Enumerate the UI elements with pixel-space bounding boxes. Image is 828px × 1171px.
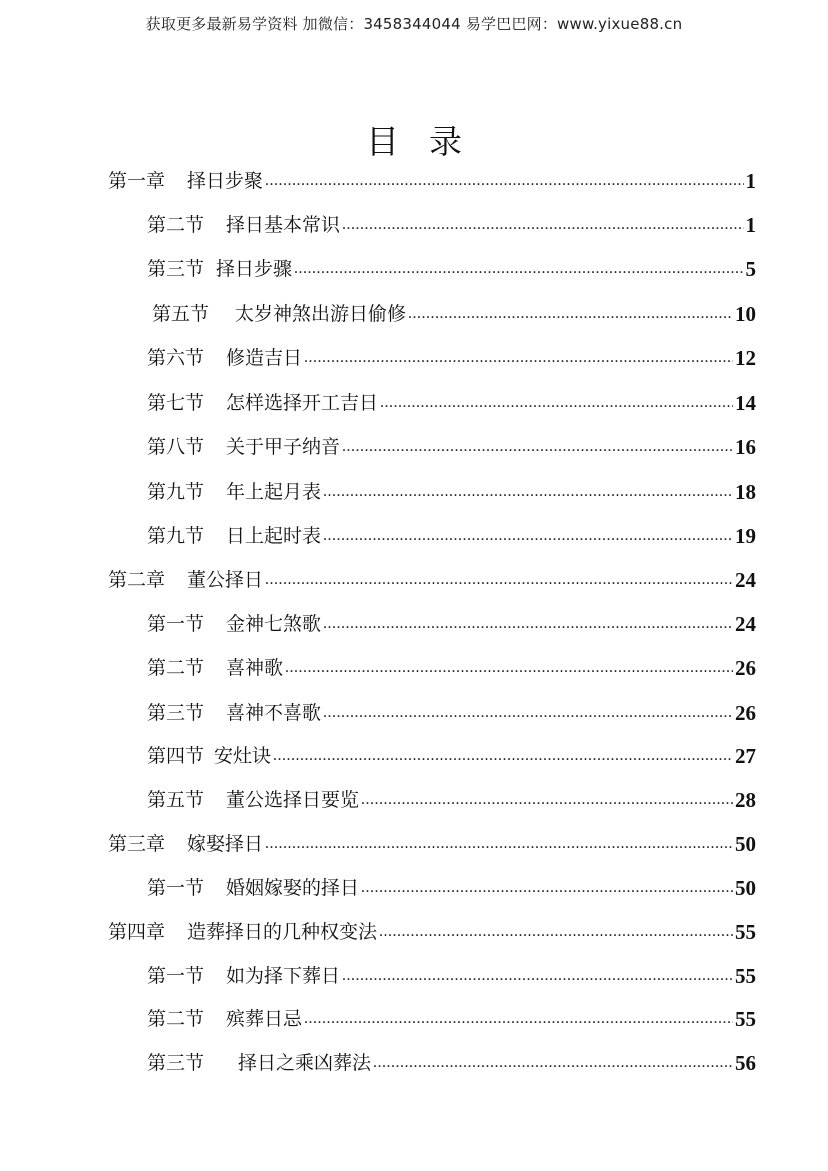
entry-title: 嫁娶择日 [187,833,264,855]
section-number: 第三节 [147,1052,205,1074]
page-number: 56 [735,1051,756,1075]
page-number: 16 [735,435,756,459]
entry-title: 董公择日 [187,569,264,591]
toc-section-entry[interactable] [147,961,756,991]
section-number: 第二节 [147,657,205,679]
section-number: 第一节 [147,877,205,899]
dot-leader [304,343,733,373]
page-number: 55 [735,920,756,944]
entry-title: 如为择下葬日 [226,965,341,987]
source-banner: 获取更多最新易学资料 加微信：3458344044 易学巴巴网：www.yixue88.cn [145,15,683,33]
toc-chapter-entry[interactable] [108,565,756,595]
entry-title: 喜神歌 [226,657,284,679]
entry-title: 婚姻嫁娶的择日 [226,877,360,899]
dot-leader [342,210,743,240]
page-number: 19 [735,524,756,548]
toc-chapter-entry[interactable] [108,829,756,859]
section-number: 第二节 [147,214,205,236]
entry-title: 关于甲子纳音 [226,436,341,458]
toc-section-entry[interactable] [147,785,756,815]
section-number: 第三节 [147,258,205,280]
toc-chapter-entry[interactable] [108,166,756,196]
dot-leader [379,917,733,947]
page-number: 1 [745,213,756,237]
entry-title: 金神七煞歌 [226,613,322,635]
dot-leader [323,698,733,728]
entry-title: 择日之乘凶葬法 [238,1052,372,1074]
toc-section-entry[interactable] [147,343,756,373]
page-number: 24 [735,612,756,636]
dot-leader [342,432,733,462]
section-number: 第五节 [147,789,205,811]
toc-section-entry[interactable] [147,210,756,240]
toc-section-entry[interactable] [147,432,756,462]
page-number: 24 [735,568,756,592]
section-number: 第八节 [147,436,205,458]
section-number: 第四节 [147,745,205,767]
section-number: 第二节 [147,1008,205,1030]
dot-leader [273,741,733,771]
page-number: 27 [735,744,756,768]
page-number: 12 [735,346,756,370]
page-number: 28 [735,788,756,812]
dot-leader [285,653,733,683]
page-number: 5 [745,257,756,281]
entry-title: 年上起月表 [226,481,322,503]
dot-leader [380,388,733,418]
section-number: 第五节 [152,303,210,325]
dot-leader [361,785,733,815]
section-number: 第一节 [147,613,205,635]
toc-section-entry[interactable] [147,653,756,683]
entry-title: 太岁神煞出游日偷修 [235,303,407,325]
entry-title: 殡葬日忌 [226,1008,303,1030]
section-number: 第三节 [147,702,205,724]
toc-section-entry[interactable] [147,388,756,418]
page-number: 26 [735,701,756,725]
entry-title: 董公选择日要览 [226,789,360,811]
dot-leader [408,299,733,329]
dot-leader [265,829,733,859]
toc-section-entry[interactable] [147,698,756,728]
dot-leader [294,254,743,284]
entry-title: 日上起时表 [226,525,322,547]
toc-section-entry[interactable] [147,1004,756,1034]
dot-leader [304,1004,733,1034]
dot-leader [373,1048,733,1078]
section-number: 第七节 [147,392,205,414]
entry-title: 造葬择日的几种权变法 [187,921,378,943]
toc-section-entry[interactable] [147,521,756,551]
dot-leader [323,477,733,507]
toc-section-entry[interactable] [152,299,756,329]
entry-title: 择日基本常识 [226,214,341,236]
page-number: 18 [735,480,756,504]
page-number: 55 [735,1007,756,1031]
section-number: 第一节 [147,965,205,987]
dot-leader [342,961,733,991]
entry-title: 择日步骤 [216,258,293,280]
page-number: 14 [735,391,756,415]
page-title: 目录 [366,122,492,161]
dot-leader [323,521,733,551]
toc-section-entry[interactable] [147,741,756,771]
page-number: 10 [735,302,756,326]
entry-title: 择日步聚 [187,170,264,192]
entry-title: 喜神不喜歌 [226,702,322,724]
dot-leader [265,565,733,595]
chapter-number: 第一章 [108,170,166,192]
chapter-number: 第二章 [108,569,166,591]
chapter-number: 第四章 [108,921,166,943]
dot-leader [265,166,743,196]
section-number: 第九节 [147,525,205,547]
entry-title: 修造吉日 [226,347,303,369]
toc-section-entry[interactable] [147,254,756,284]
page-number: 50 [735,832,756,856]
section-number: 第六节 [147,347,205,369]
page-number: 50 [735,876,756,900]
page-number: 1 [745,169,756,193]
dot-leader [361,873,733,903]
toc-section-entry[interactable] [147,477,756,507]
page-number: 26 [735,656,756,680]
entry-title: 安灶诀 [214,745,272,767]
toc-chapter-entry[interactable] [108,917,756,947]
toc-section-entry[interactable] [147,873,756,903]
dot-leader [323,609,733,639]
section-number: 第九节 [147,481,205,503]
chapter-number: 第三章 [108,833,166,855]
entry-title: 怎样选择开工吉日 [226,392,379,414]
toc-section-entry[interactable] [147,1048,756,1078]
toc-section-entry[interactable] [147,609,756,639]
page-number: 55 [735,964,756,988]
